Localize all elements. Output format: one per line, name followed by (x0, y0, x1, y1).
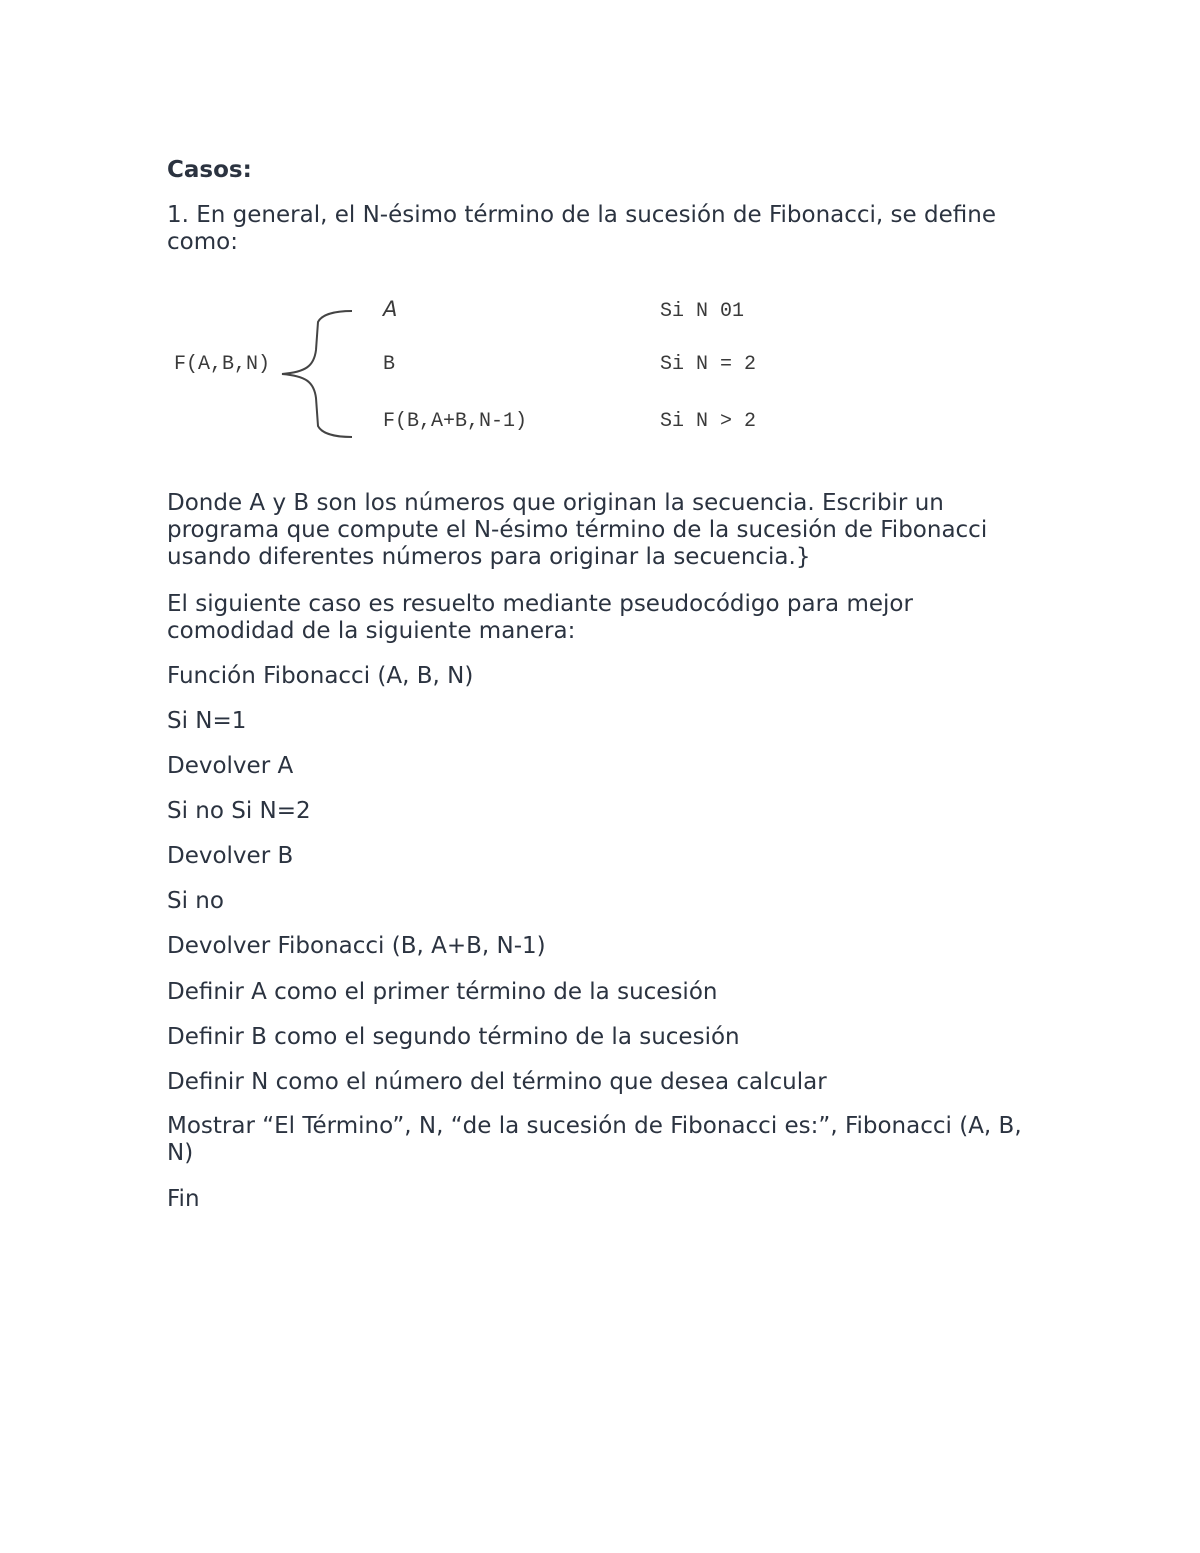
pseudocode-line: Devolver Fibonacci (B, A+B, N-1) (167, 933, 546, 959)
pseudocode-line: Si N=1 (167, 708, 247, 734)
case-value-2: B (383, 353, 396, 376)
method-paragraph: El siguiente caso es resuelto mediante pseudocódigo para mejor comodidad de la siguiente manera: (167, 591, 913, 644)
case-value-3: F(B,A+B,N-1) (383, 410, 528, 433)
case-condition-3: Si N > 2 (660, 410, 757, 433)
pseudocode-line: Definir N como el número del término que desea calcular (167, 1069, 827, 1095)
intro-paragraph: 1. En general, el N-ésimo término de la sucesión de Fibonacci, se define como: (167, 202, 996, 255)
section-heading: Casos: (167, 157, 252, 183)
pseudocode-line: Devolver B (167, 843, 294, 869)
pseudocode-line: Si no (167, 888, 224, 914)
pseudocode-line: Mostrar “El Término”, N, “de la sucesión de Fibonacci es:”, Fibonacci (A, B, N) (167, 1113, 1022, 1166)
pseudocode-line: Fin (167, 1186, 200, 1212)
pseudocode-line: Si no Si N=2 (167, 798, 311, 824)
case-value-1: A (383, 297, 398, 321)
pseudocode-line: Devolver A (167, 753, 294, 779)
fibonacci-formula (170, 290, 810, 450)
pseudocode-line: Definir A como el primer término de la sucesión (167, 979, 718, 1005)
pseudocode-line: Definir B como el segundo término de la sucesión (167, 1024, 740, 1050)
description-paragraph: Donde A y B son los números que originan la secuencia. Escribir un programa que compute el N-ésimo término de la sucesión de Fibonacci usando diferentes números para originar la secuencia.} (167, 490, 988, 570)
case-condition-1: Si N 01 (660, 300, 745, 323)
curly-brace-icon (278, 308, 354, 440)
formula-function: F(A,B,N) (174, 353, 271, 376)
pseudocode-line: Función Fibonacci (A, B, N) (167, 663, 474, 689)
case-condition-2: Si N = 2 (660, 353, 757, 376)
